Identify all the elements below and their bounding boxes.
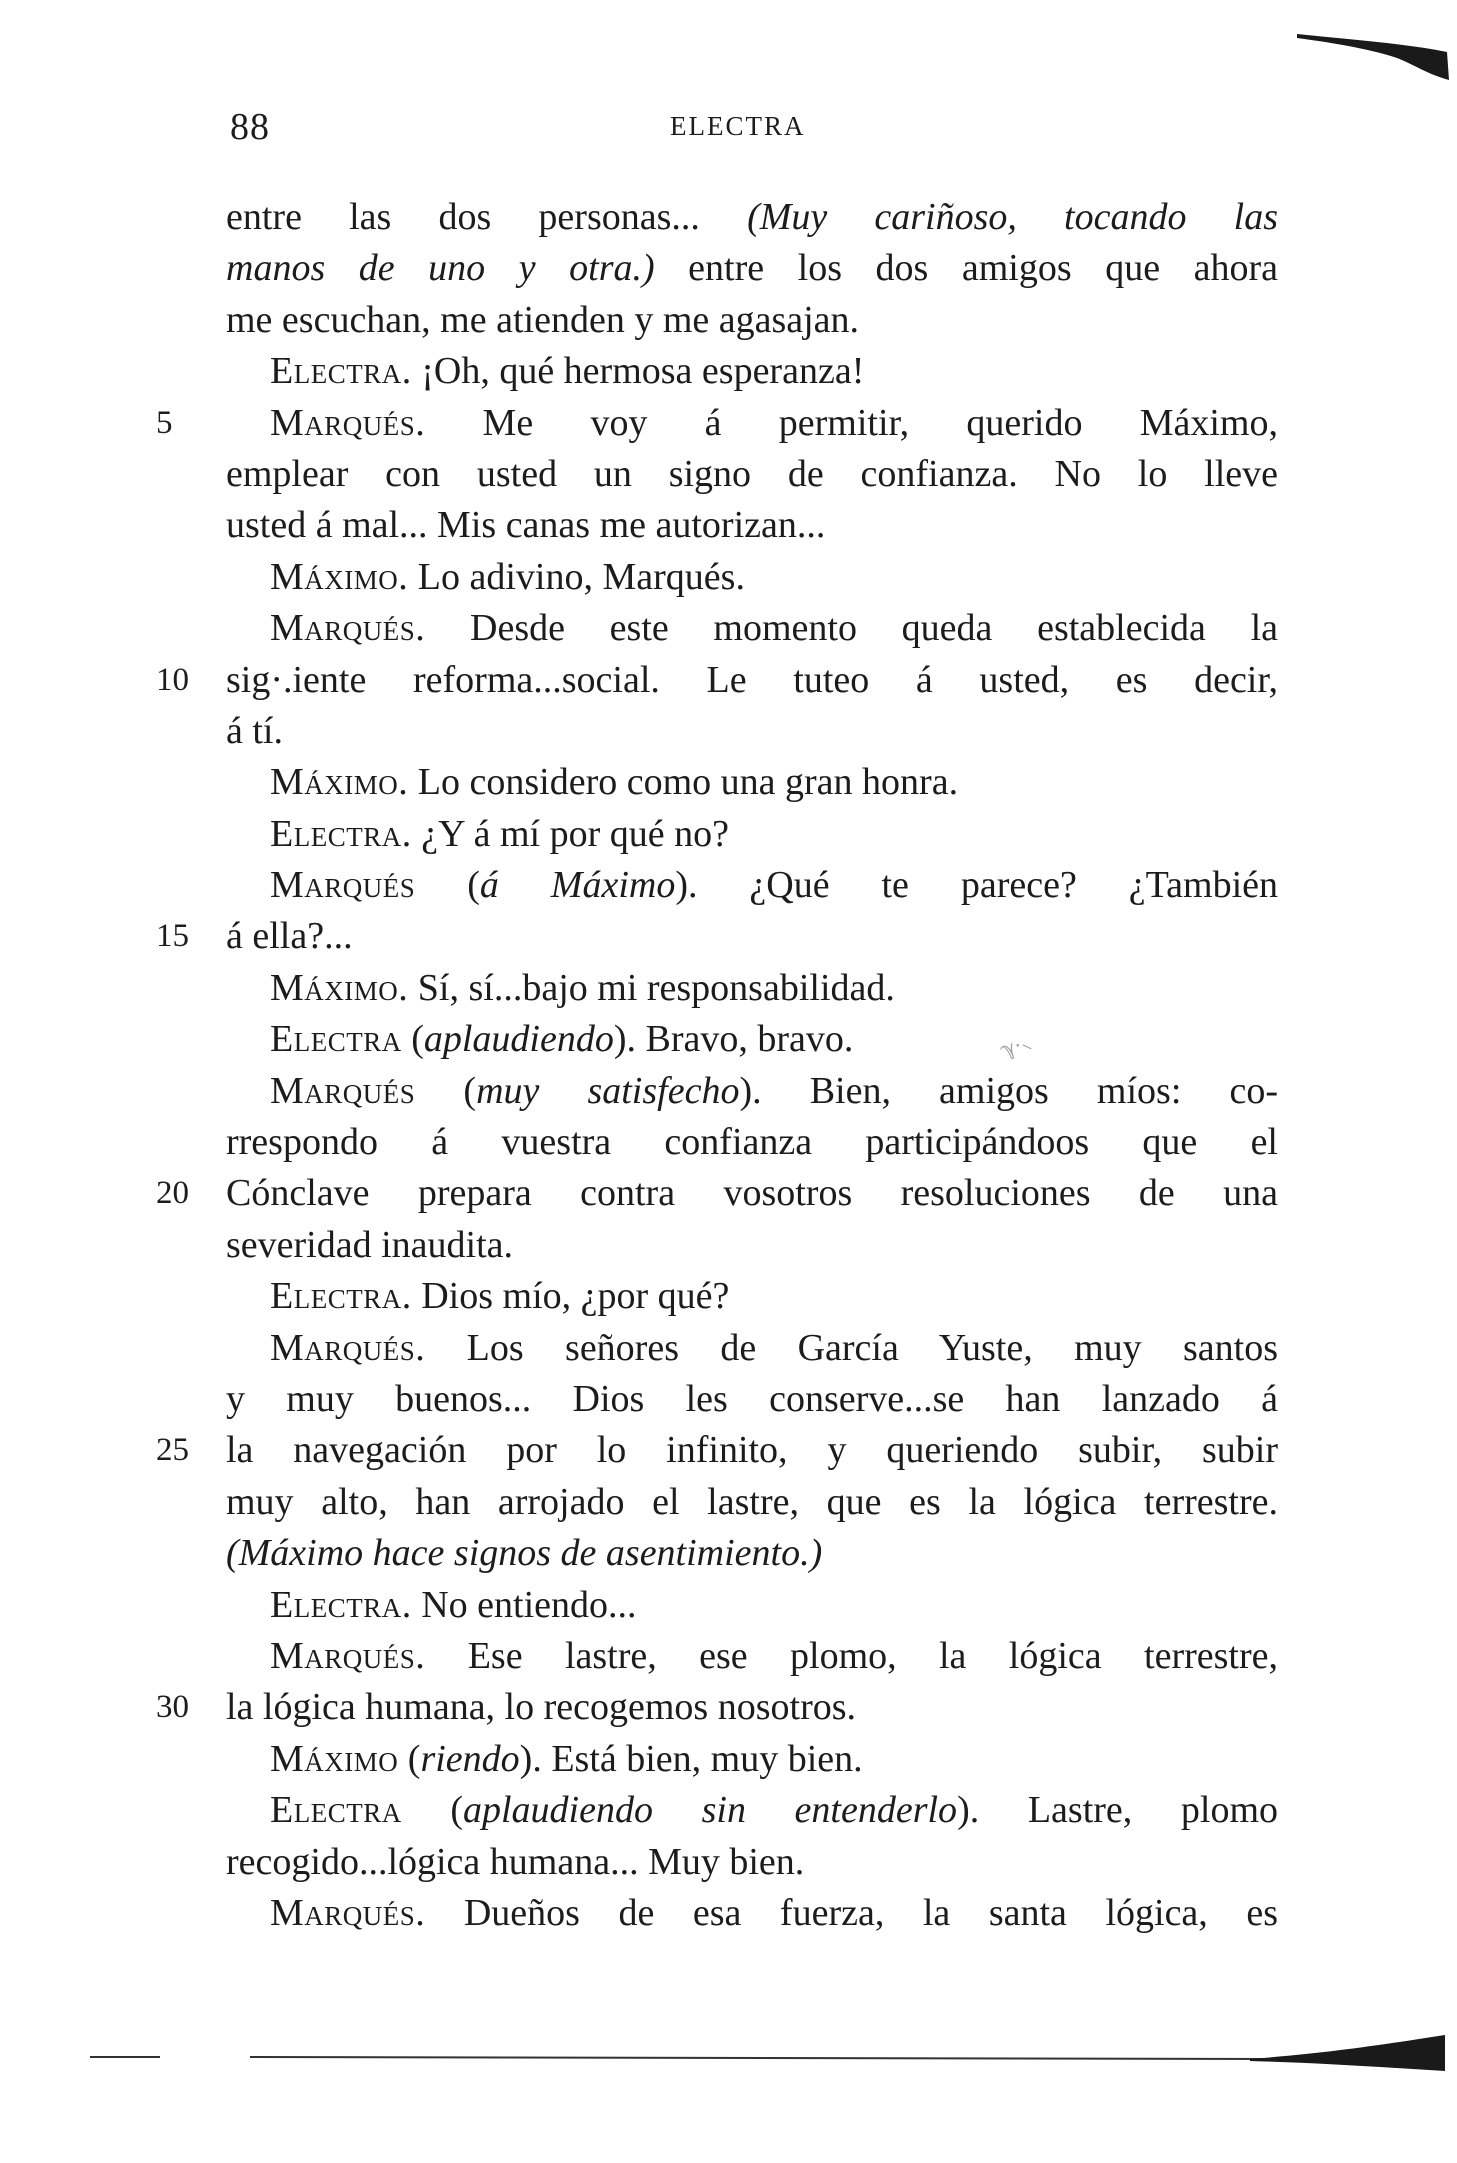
speaker-name: Electra (270, 1018, 402, 1061)
dialogue-text: entre los dos amigos que ahora (654, 247, 1278, 290)
text-line (226, 809, 1278, 860)
speaker-name: Marqués (270, 864, 416, 907)
dialogue-text: entre las dos personas... (226, 196, 748, 238)
dialogue-text: Me voy á permitir, querido Máximo, (425, 401, 1278, 444)
dialogue-text: Los señores de García Yuste, muy santos (425, 1326, 1278, 1369)
speaker-name: Marqués. (270, 1891, 426, 1934)
text-line (156, 1168, 1278, 1219)
text-line (226, 1117, 1278, 1168)
dialogue-text: á tí. (226, 709, 283, 752)
text-line (226, 963, 1278, 1014)
speaker-name: Máximo (270, 1737, 399, 1780)
text-line (156, 398, 1278, 449)
dialogue-text: Dueños de esa fuerza, la santa lógica, es (425, 1891, 1278, 1934)
dialogue-text: recogido...lógica humana... Muy bien. (226, 1840, 805, 1883)
stage-direction: (Máximo hace signos de asentimiento.) (226, 1532, 823, 1575)
text-line (226, 1477, 1278, 1528)
dialogue-text: á ella?... (226, 915, 353, 958)
scan-bottom-artifact (0, 2023, 1457, 2163)
scan-edge-artifact (1277, 22, 1457, 102)
dialogue-text: ( (401, 1789, 463, 1832)
dialogue-text: emplear con usted un signo de confianza. No lo lleve (226, 452, 1278, 495)
dialogue-text: la lógica humana, lo recogemos nosotros. (226, 1686, 857, 1729)
text-line (226, 860, 1278, 911)
line-number: 10 (156, 661, 189, 698)
dialogue-text: Dios mío, ¿por qué? (411, 1275, 730, 1318)
dialogue-text: ). Está bien, muy bien. (519, 1737, 863, 1780)
dialogue-text: ). Bravo, bravo. (613, 1018, 854, 1061)
text-line (226, 1785, 1278, 1836)
text-line (226, 1374, 1278, 1425)
text-line (226, 500, 1278, 551)
dialogue-text: Desde este momento queda establecida la (425, 607, 1278, 650)
text-line (156, 911, 1278, 962)
text-line (226, 1014, 1278, 1065)
text-line (226, 1631, 1278, 1682)
speaker-name: Marqués. (270, 401, 426, 444)
text-line (226, 1323, 1278, 1374)
text-line (226, 1580, 1278, 1631)
pencil-margin-note: ℽ·⸜ (996, 1029, 1035, 1063)
dialogue-text: ( (398, 1737, 421, 1780)
speaker-name: Electra. (270, 812, 412, 855)
text-line (156, 655, 1278, 706)
dialogue-text: sig·.iente reforma...social. Le tuteo á usted, es decir, (226, 658, 1278, 701)
speaker-name: Marqués. (270, 607, 426, 650)
speaker-name: Electra. (270, 1583, 412, 1626)
line-number: 20 (156, 1175, 189, 1212)
running-title: ELECTRA (670, 111, 806, 141)
text-line (156, 1425, 1278, 1476)
stage-direction: manos de uno y otra.) (226, 247, 655, 290)
line-number: 30 (156, 1689, 189, 1726)
text-line (226, 1271, 1278, 1322)
dialogue-text: Cónclave prepara contra vosotros resoluciones de una (226, 1172, 1278, 1215)
speaker-name: Marqués. (270, 1326, 426, 1369)
speaker-name: Electra. (270, 350, 412, 393)
stage-direction: riendo (420, 1737, 520, 1780)
dialogue-text: Sí, sí...bajo mi responsabilidad. (408, 966, 895, 1009)
dialogue-text: usted á mal... Mis canas me autorizan... (226, 504, 826, 547)
dialogue-text: No entiendo... (411, 1583, 637, 1626)
dialogue-text: me escuchan, me atienden y me agasajan. (226, 298, 860, 341)
dialogue-text: Lo adivino, Marqués. (408, 555, 745, 598)
dialogue-text: ( (415, 864, 480, 907)
dialogue-text: ¡Oh, qué hermosa esperanza! (411, 350, 865, 393)
text-line (226, 757, 1278, 808)
speaker-name: Máximo. (270, 761, 409, 804)
running-head (230, 105, 1280, 155)
text-line (226, 706, 1278, 757)
dialogue-text: la navegación por lo infinito, y queriendo subir, subir (226, 1429, 1278, 1472)
play-text-body (156, 192, 1279, 1939)
text-line (226, 192, 1278, 243)
text-line (226, 1220, 1278, 1271)
stage-direction: aplaudiendo (423, 1018, 614, 1061)
stage-direction: aplaudiendo sin entenderlo (463, 1789, 958, 1832)
text-line (226, 1888, 1278, 1939)
dialogue-text: y muy buenos... Dios les conserve...se han lanzado á (226, 1377, 1278, 1420)
speaker-name: Electra (270, 1789, 402, 1832)
dialogue-text: ( (401, 1018, 424, 1061)
text-line (226, 603, 1278, 654)
dialogue-text: severidad inaudita. (226, 1223, 514, 1266)
dialogue-text: rrespondo á vuestra confianza participándoos que el (226, 1121, 1278, 1164)
text-line (226, 243, 1278, 294)
dialogue-text: ). Bien, amigos míos: co- (739, 1069, 1278, 1112)
dialogue-text: ). ¿Qué te parece? ¿También (675, 864, 1278, 907)
text-line (226, 552, 1278, 603)
speaker-name: Marqués. (270, 1634, 426, 1677)
speaker-name: Máximo. (270, 966, 409, 1009)
text-line (226, 1066, 1278, 1117)
line-number: 5 (156, 404, 173, 441)
line-number: 25 (156, 1432, 189, 1469)
dialogue-text: ¿Y á mí por qué no? (411, 812, 729, 855)
text-line (226, 1734, 1278, 1785)
text-line (226, 449, 1278, 500)
speaker-name: Marqués (270, 1069, 416, 1112)
text-line (156, 1682, 1278, 1733)
dialogue-text: Lo considero como una gran honra. (408, 761, 959, 804)
stage-direction: muy satisfecho (476, 1069, 740, 1112)
text-line (226, 1528, 1278, 1579)
line-number: 15 (156, 918, 189, 955)
dialogue-text: ). Lastre, plomo (957, 1789, 1279, 1832)
text-line (226, 346, 1278, 397)
stage-direction: á Máximo (479, 864, 676, 907)
text-line (226, 1837, 1278, 1888)
text-line (226, 295, 1278, 346)
speaker-name: Máximo. (270, 555, 409, 598)
dialogue-text: ( (415, 1069, 477, 1112)
stage-direction: (Muy cariñoso, tocando las (747, 196, 1278, 238)
dialogue-text: Ese lastre, ese plomo, la lógica terrestre, (425, 1634, 1278, 1677)
dialogue-text: muy alto, han arrojado el lastre, que es la lógica terrestre. (226, 1480, 1278, 1523)
page-number: 88 (230, 106, 270, 148)
speaker-name: Electra. (270, 1275, 412, 1318)
